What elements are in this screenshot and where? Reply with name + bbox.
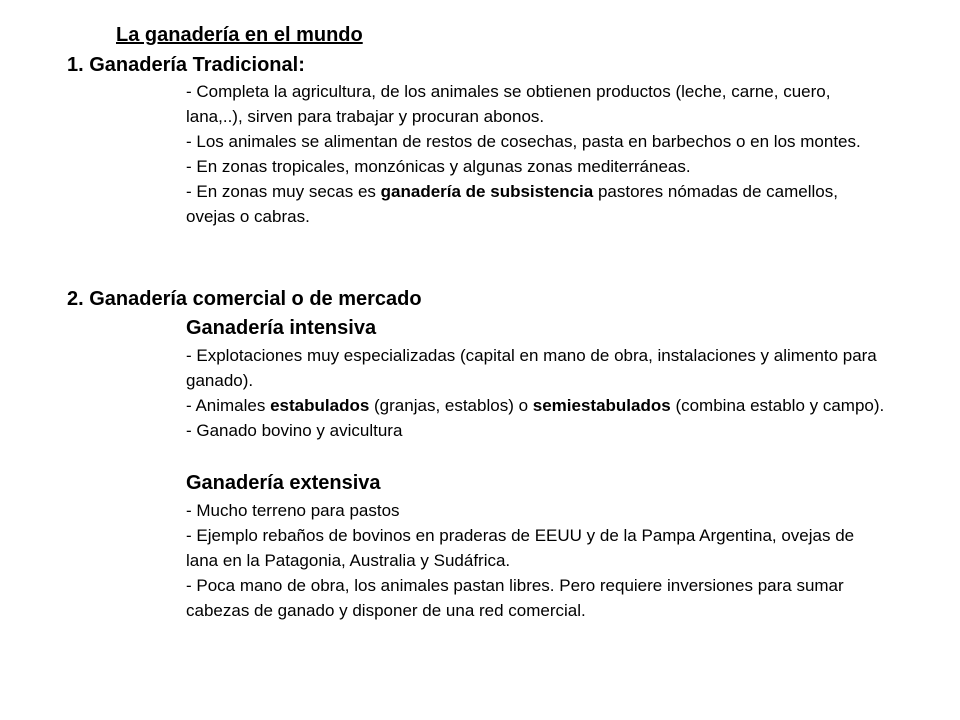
- bold-term-subsistencia: ganadería de subsistencia: [380, 182, 594, 201]
- bullet-intensive-2: [186, 393, 886, 418]
- subheading-extensive: Ganadería extensiva: [186, 472, 381, 494]
- section-heading-traditional: 1. Ganadería Tradicional:: [67, 54, 305, 76]
- bullet-traditional-2: - Los animales se alimentan de restos de cosechas, pasta en barbechos o en los montes.: [186, 132, 861, 151]
- bullet-intensive-1: - Explotaciones muy especializadas (capital en mano de obra, instalaciones y alimento para ganado).: [186, 346, 877, 390]
- section-body-traditional: [186, 79, 886, 229]
- page-title: La ganadería en el mundo: [116, 24, 363, 46]
- bullet-extensive-1: - Mucho terreno para pastos: [186, 501, 400, 520]
- section-body-extensive: [186, 498, 886, 623]
- subheading-intensive: Ganadería intensiva: [186, 317, 377, 339]
- bullet-text: - En zonas muy secas es: [186, 182, 381, 201]
- bullet-extensive-2: - Ejemplo rebaños de bovinos en praderas de EEUU y de la Pampa Argentina, ovejas de lana en la Patagonia, Australia y Sudáfrica.: [186, 526, 855, 570]
- bold-term-semiestabulados: semiestabulados: [532, 396, 671, 415]
- bullet-text: (granjas, establos) o: [369, 396, 533, 415]
- bullet-intensive-3: - Ganado bovino y avicultura: [186, 421, 403, 440]
- bullet-traditional-3: - En zonas tropicales, monzónicas y algunas zonas mediterráneas.: [186, 157, 691, 176]
- bullet-text: pastores nómadas de camellos, ovejas o cabras.: [186, 182, 838, 226]
- bullet-traditional-4: [186, 179, 886, 229]
- bullet-text: - Animales: [186, 396, 271, 415]
- section-body-intensive: [186, 343, 886, 443]
- bold-term-estabulados: estabulados: [270, 396, 370, 415]
- bullet-text: (combina establo y campo).: [670, 396, 885, 415]
- section-heading-commercial: 2. Ganadería comercial o de mercado: [67, 288, 422, 310]
- bullet-extensive-3: - Poca mano de obra, los animales pastan libres. Pero requiere inversiones para sumar cabezas de ganado y disponer de una red comercial.: [186, 576, 844, 620]
- bullet-traditional-1: - Completa la agricultura, de los animales se obtienen productos (leche, carne, cuero, lana,..), sirven para trabajar y procuran abonos.: [186, 82, 831, 126]
